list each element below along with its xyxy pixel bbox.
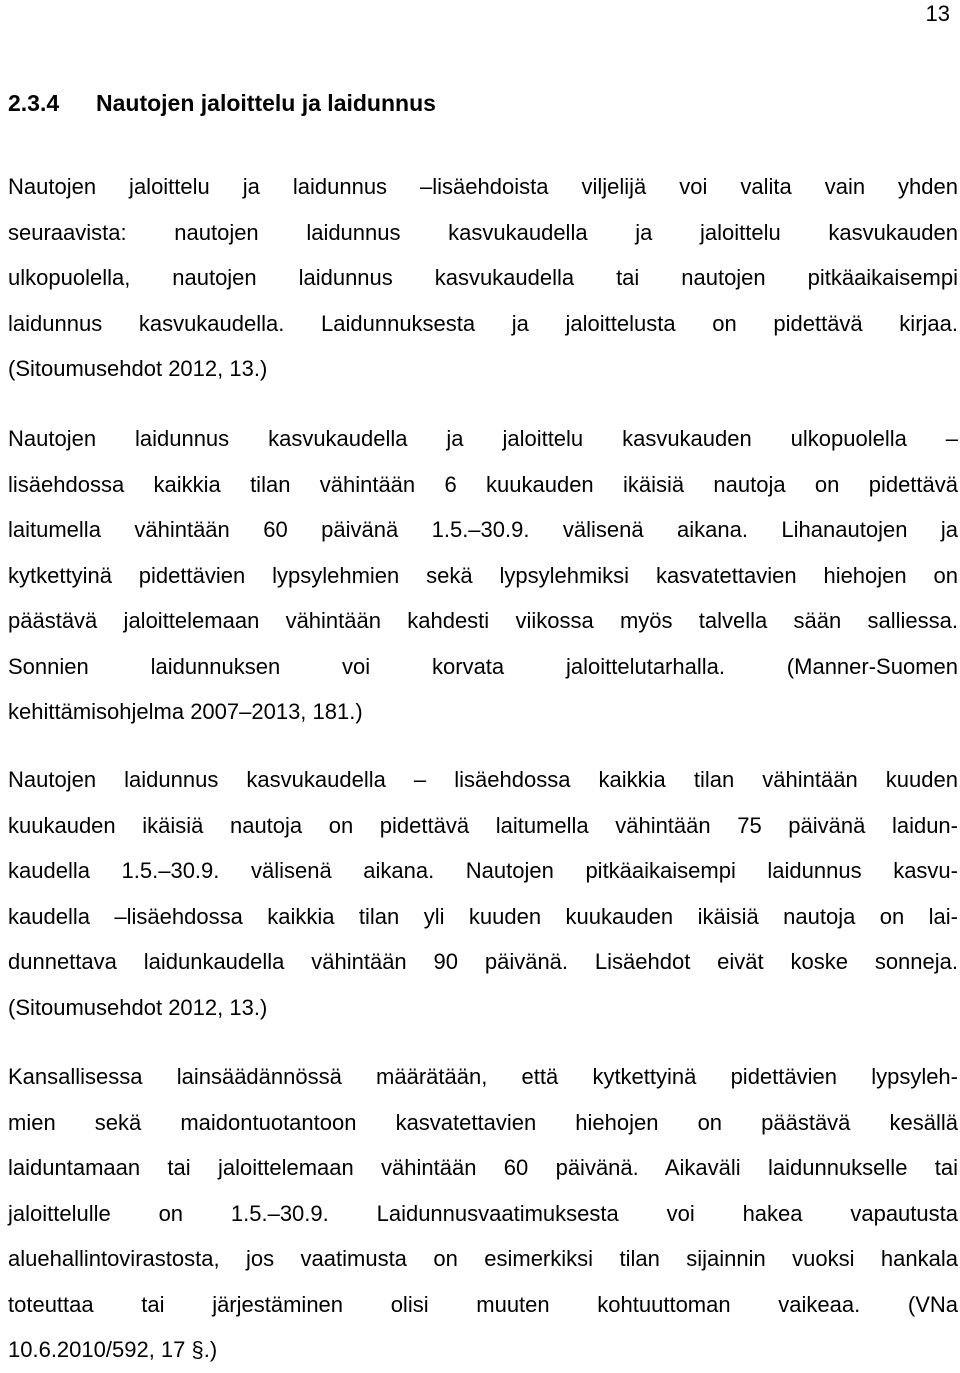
paragraph-line: Sonnien laidunnuksen voi korvata jaloittelutarhalla. (Manner-Suomen bbox=[8, 653, 958, 679]
paragraph-line: seuraavista: nautojen laidunnus kasvukaudella ja jaloittelu kasvukauden bbox=[8, 219, 958, 245]
section-title: Nautojen jaloittelu ja laidunnus bbox=[96, 90, 436, 116]
paragraph-3 bbox=[8, 757, 958, 1030]
paragraph-line: Nautojen laidunnus kasvukaudella – lisäehdossa kaikkia tilan vähintään kuuden bbox=[8, 767, 958, 792]
section-heading bbox=[8, 88, 436, 118]
paragraph-line: laiduntamaan tai jaloittelemaan vähintään 60 päivänä. Aikaväli laidunnukselle tai bbox=[8, 1155, 958, 1180]
section-number: 2.3.4 bbox=[8, 90, 60, 116]
paragraph-line: kaudella 1.5.–30.9. välisenä aikana. Nautojen pitkäaikaisempi laidunnus kasvu- bbox=[8, 858, 958, 883]
paragraph-line: laitumella vähintään 60 päivänä 1.5.–30.9. välisenä aikana. Lihanautojen ja bbox=[8, 517, 958, 542]
paragraph-line: mien sekä maidontuotantoon kasvatettavien hiehojen on päästävä kesällä bbox=[8, 1109, 958, 1135]
paragraph-line: dunnettava laidunkaudella vähintään 90 päivänä. Lisäehdot eivät koske sonneja. bbox=[8, 949, 958, 974]
paragraph-line: kuukauden ikäisiä nautoja on pidettävä laitumella vähintään 75 päivänä laidun- bbox=[8, 812, 958, 838]
paragraph-line: Nautojen laidunnus kasvukaudella ja jaloittelu kasvukauden ulkopuolella – bbox=[8, 426, 958, 451]
paragraph-line: Nautojen jaloittelu ja laidunnus –lisäehdoista viljelijä voi valita vain yhden bbox=[8, 174, 958, 199]
paragraph-line: jaloittelulle on 1.5.–30.9. Laidunnusvaatimuksesta voi hakea vapautusta bbox=[8, 1200, 958, 1226]
paragraph-line: 10.6.2010/592, 17 §.) bbox=[8, 1337, 218, 1362]
paragraph-line: toteuttaa tai järjestäminen olisi muuten kohtuuttoman vaikeaa. (VNa bbox=[8, 1291, 958, 1317]
paragraph-line: kytkettyinä pidettävien lypsylehmien sekä lypsylehmiksi kasvatettavien hiehojen on bbox=[8, 562, 958, 588]
paragraph-1 bbox=[8, 164, 958, 392]
paragraph-line: kehittämisohjelma 2007–2013, 181.) bbox=[8, 699, 363, 724]
page-number: 13 bbox=[925, 1, 950, 26]
paragraph-line: aluehallintovirastosta, jos vaatimusta on esimerkiksi tilan sijainnin vuoksi hankala bbox=[8, 1246, 958, 1271]
paragraph-line: laidunnus kasvukaudella. Laidunnuksesta ja jaloittelusta on pidettävä kirjaa. bbox=[8, 310, 958, 336]
paragraph-4 bbox=[8, 1054, 958, 1373]
paragraph-line: (Sitoumusehdot 2012, 13.) bbox=[8, 994, 268, 1020]
paragraph-2 bbox=[8, 416, 958, 735]
paragraph-line: Kansallisessa lainsäädännössä määrätään, että kytkettyinä pidettävien lypsyleh- bbox=[8, 1064, 958, 1089]
paragraph-line: lisäehdossa kaikkia tilan vähintään 6 kuukauden ikäisiä nautoja on pidettävä bbox=[8, 471, 958, 497]
paragraph-line: päästävä jaloittelemaan vähintään kahdesti viikossa myös talvella sään salliessa. bbox=[8, 608, 958, 633]
paragraph-line: ulkopuolella, nautojen laidunnus kasvukaudella tai nautojen pitkäaikaisempi bbox=[8, 265, 958, 290]
paragraph-line: (Sitoumusehdot 2012, 13.) bbox=[8, 356, 268, 381]
paragraph-line: kaudella –lisäehdossa kaikkia tilan yli kuuden kuukauden ikäisiä nautoja on lai- bbox=[8, 903, 958, 929]
